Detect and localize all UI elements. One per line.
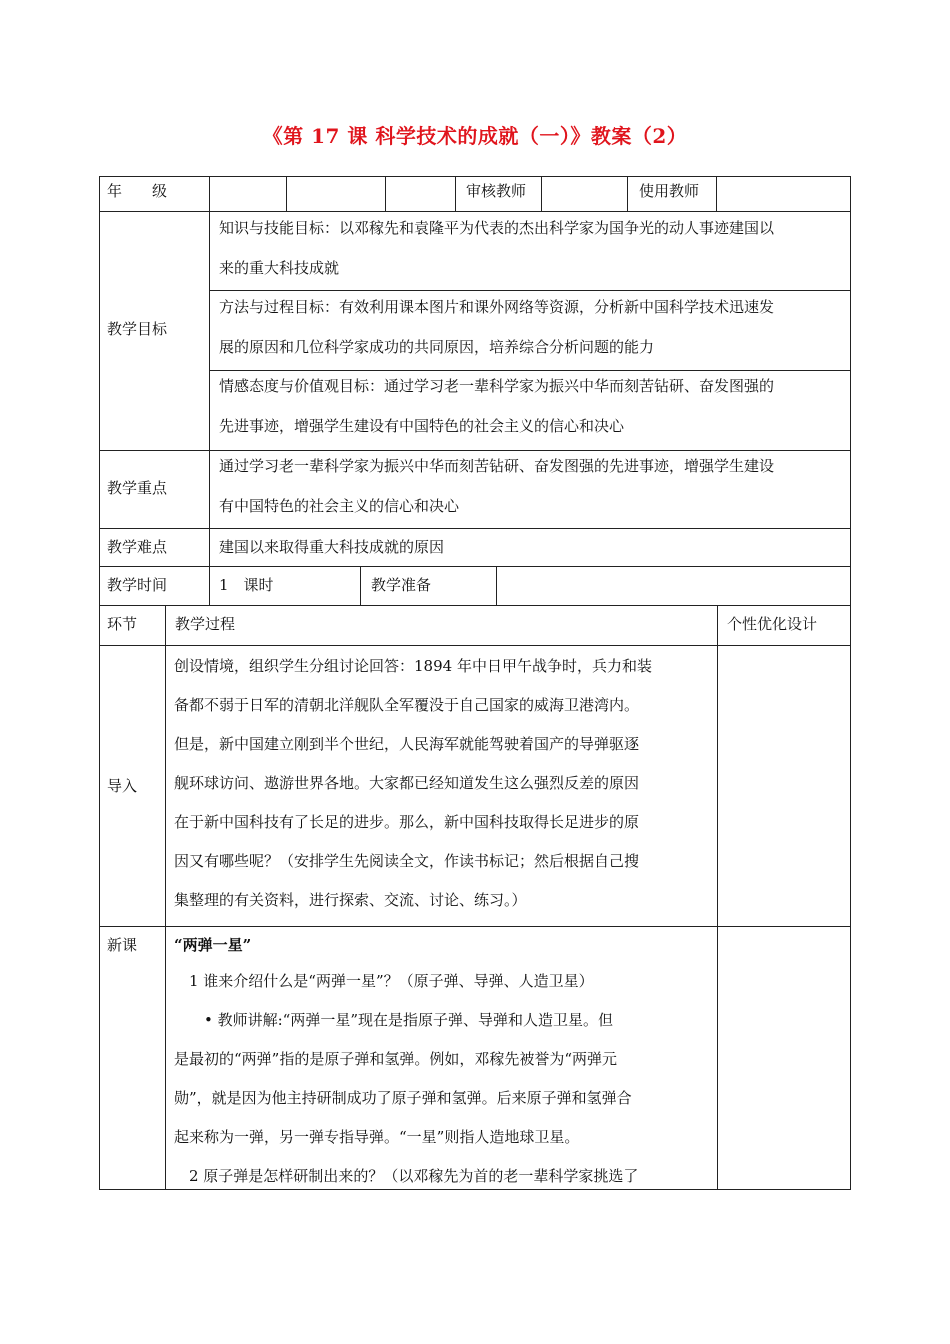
intro-line: 在于新中国科技有了长足的进步。那么，新中国科技取得长足进步的原 xyxy=(174,813,640,831)
method-objective-line: 展的原因和几位科学家成功的共同原因，培养综合分析问题的能力 xyxy=(219,338,655,356)
intro-line: 舰环球访问、遨游世界各地。大家都已经知道发生这么强烈反差的原因 xyxy=(174,774,640,792)
key-points-label: 教学重点 xyxy=(107,479,168,497)
prep-label: 教学准备 xyxy=(371,576,432,594)
intro-line: 创设情境，组织学生分组讨论回答：1894 年中日甲午战争时，兵力和装 xyxy=(174,657,652,675)
process-header: 教学过程 xyxy=(175,615,236,633)
reviewer-label: 审核教师 xyxy=(466,182,527,200)
method-objective-line: 方法与过程目标：有效利用课本图片和课外网络等资源，分析新中国科学技术迅速发 xyxy=(219,298,775,316)
knowledge-objective-line: 知识与技能目标：以邓稼先和袁隆平为代表的杰出科学家为国争光的动人事迹建国以 xyxy=(219,219,775,237)
new-lesson-line: 是最初的“两弹”指的是原子弹和氢弹。例如，邓稼先被誉为“两弹元 xyxy=(174,1050,618,1068)
key-points-text xyxy=(219,446,774,526)
new-lesson-line: 起来称为一弹，另一弹专指导弹。“一星”则指人造地球卫星。 xyxy=(174,1128,580,1146)
emotion-objective-line: 先进事迹，增强学生建设有中国特色的社会主义的信心和决心 xyxy=(219,417,625,435)
time-label: 教学时间 xyxy=(107,576,168,594)
section-header: 环节 xyxy=(107,615,138,633)
user-label: 使用教师 xyxy=(639,182,700,200)
difficulty-label: 教学难点 xyxy=(107,538,168,556)
new-lesson-line: 1 谁来介绍什么是“两弹一星”？（原子弹、导弹、人造卫星） xyxy=(174,972,594,990)
knowledge-objective xyxy=(219,208,774,288)
new-lesson-text xyxy=(174,962,638,1196)
time-value: 1 课时 xyxy=(219,576,274,594)
document-title: 《第 17 课 科学技术的成就（一）》教案（2） xyxy=(262,124,688,148)
new-lesson-heading: “两弹一星” xyxy=(174,936,252,954)
new-lesson-line: • 教师讲解:“两弹一星”现在是指原子弹、导弹和人造卫星。但 xyxy=(174,1011,614,1029)
design-header: 个性优化设计 xyxy=(727,615,818,633)
intro-line: 备都不弱于日军的清朝北洋舰队全军覆没于自己国家的威海卫港湾内。 xyxy=(174,696,640,714)
new-lesson-line: 2 原子弹是怎样研制出来的？（以邓稼先为首的老一辈科学家挑选了 xyxy=(174,1167,639,1185)
new-lesson-label: 新课 xyxy=(107,936,138,954)
intro-line: 集整理的有关资料，进行探索、交流、讨论、练习。） xyxy=(174,891,527,909)
grade-label: 年 级 xyxy=(107,182,168,200)
intro-line: 但是，新中国建立刚到半个世纪，人民海军就能驾驶着国产的导弹驱逐 xyxy=(174,735,640,753)
emotion-objective xyxy=(219,366,774,446)
new-lesson-line: 勋”，就是因为他主持研制成功了原子弹和氢弹。后来原子弹和氢弹合 xyxy=(174,1089,632,1107)
key-points-line: 有中国特色的社会主义的信心和决心 xyxy=(219,497,460,515)
difficulty-text: 建国以来取得重大科技成就的原因 xyxy=(219,538,445,556)
intro-label: 导入 xyxy=(107,777,138,795)
key-points-line: 通过学习老一辈科学家为振兴中华而刻苦钻研、奋发图强的先进事迹，增强学生建设 xyxy=(219,457,775,475)
intro-line: 因又有哪些呢？（安排学生先阅读全文，作读书标记；然后根据自己搜 xyxy=(174,852,640,870)
emotion-objective-line: 情感态度与价值观目标：通过学习老一辈科学家为振兴中华而刻苦钻研、奋发图强的 xyxy=(219,377,775,395)
method-objective xyxy=(219,287,774,367)
objectives-label: 教学目标 xyxy=(107,320,168,338)
intro-text xyxy=(174,647,652,920)
knowledge-objective-line: 来的重大科技成就 xyxy=(219,259,340,277)
